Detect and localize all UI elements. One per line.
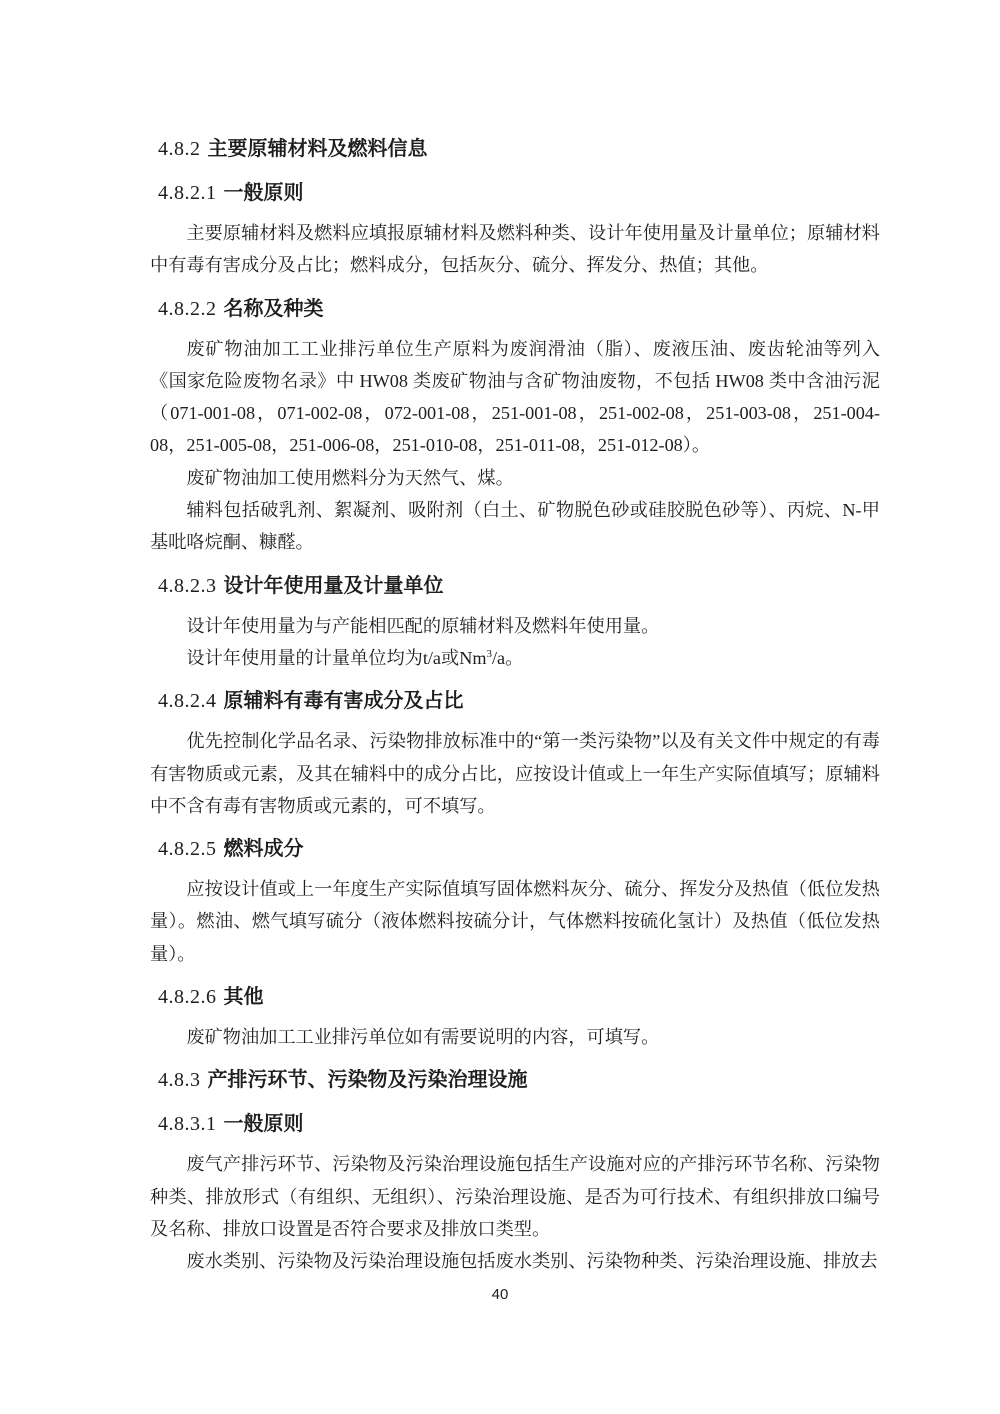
paragraph-fuel-composition: 应按设计值或上一年度生产实际值填写固体燃料灰分、硫分、挥发分及热值（低位发热量）。燃油、燃气填写硫分（液体燃料按硫分计，气体燃料按硫化氢计）及热值（低位发热量）。 <box>150 879 880 964</box>
heading-title: 名称及种类 <box>223 297 324 320</box>
heading-number: 4.8.2 <box>158 138 201 160</box>
heading-number: 4.8.2.3 <box>158 574 217 597</box>
paragraph-fuel-types: 废矿物油加工使用燃料分为天然气、煤。 <box>186 467 514 488</box>
heading-title: 产排污环节、污染物及污染治理设施 <box>207 1069 528 1092</box>
paragraph-names-categories: 废矿物油加工工业排污单位生产原料为废润滑油（脂）、废液压油、废齿轮油等列入《国家危险废物名录》中 HW08 类废矿物油与含矿物油废物，不包括 HW08 类中含油污泥（071-001-08，071-002-08，072-001-08，251-001-08，251-002-08，251-003-08，251-004-08，251-005-08，251-006-08，251-010-08，251-011-08，251-012-08）。 <box>150 338 880 456</box>
heading-number: 4.8.2.5 <box>158 838 217 861</box>
heading-number: 4.8.2.4 <box>158 690 217 713</box>
heading-number: 4.8.2.2 <box>158 297 217 320</box>
heading-4-8-3 <box>158 1064 880 1097</box>
heading-4-8-2-6 <box>158 981 880 1014</box>
paragraph-waste-gas: 废气产排污环节、污染物及污染治理设施包括生产设施对应的产排污环节名称、污染物种类、排放形式（有组织、无组织）、污染治理设施、是否为可行技术、有组织排放口编号及名称、排放口设置是否符合要求及排放口类型。 <box>150 1154 880 1239</box>
unit-text-pre: 设计年使用量的计量单位均为t/a或Nm <box>186 647 487 668</box>
heading-4-8-2-2 <box>158 293 880 326</box>
heading-title: 一般原则 <box>223 1113 304 1136</box>
heading-number: 4.8.3 <box>158 1069 201 1092</box>
heading-4-8-2-5 <box>158 833 880 866</box>
paragraph-annual-usage: 设计年使用量为与产能相匹配的原辅材料及燃料年使用量。 <box>186 615 660 636</box>
paragraph-usage-unit <box>150 642 880 674</box>
heading-number: 4.8.3.1 <box>158 1113 217 1136</box>
heading-title: 原辅料有毒有害成分及占比 <box>223 690 464 713</box>
paragraph-general-principle: 主要原辅材料及燃料应填报原辅材料及燃料种类、设计年使用量及计量单位；原辅材料中有毒有害成分及占比；燃料成分，包括灰分、硫分、挥发分、热值；其他。 <box>150 223 880 276</box>
heading-4-8-2-1 <box>158 177 880 210</box>
page-number: 40 <box>491 1286 509 1303</box>
heading-number: 4.8.2.1 <box>158 182 217 204</box>
heading-4-8-3-1 <box>158 1108 880 1141</box>
unit-text-post: /a。 <box>491 647 524 668</box>
heading-number: 4.8.2.6 <box>158 986 217 1009</box>
heading-title: 燃料成分 <box>223 838 304 861</box>
heading-title: 其他 <box>223 986 264 1009</box>
paragraph-auxiliary-materials: 辅料包括破乳剂、絮凝剂、吸附剂（白土、矿物脱色砂或硅胶脱色砂等）、丙烷、N-甲基吡咯烷酮、糠醛。 <box>150 500 880 553</box>
unit-superscript: 3 <box>486 647 492 660</box>
paragraph-toxic-components: 优先控制化学品名录、污染物排放标准中的“第一类污染物”以及有关文件中规定的有毒有害物质或元素，及其在辅料中的成分占比，应按设计值或上一年生产实际值填写；原辅料中不含有毒有害物质或元素的，可不填写。 <box>150 731 880 816</box>
heading-4-8-2 <box>158 133 880 166</box>
heading-4-8-2-4 <box>158 685 880 718</box>
heading-4-8-2-3 <box>158 570 880 603</box>
paragraph-waste-water: 废水类别、污染物及污染治理设施包括废水类别、污染物种类、污染治理设施、排放去 <box>186 1251 878 1272</box>
paragraph-other: 废矿物油加工工业排污单位如有需要说明的内容，可填写。 <box>186 1027 660 1048</box>
heading-title: 主要原辅材料及燃料信息 <box>207 138 428 160</box>
heading-title: 设计年使用量及计量单位 <box>223 574 444 597</box>
heading-title: 一般原则 <box>223 182 304 204</box>
